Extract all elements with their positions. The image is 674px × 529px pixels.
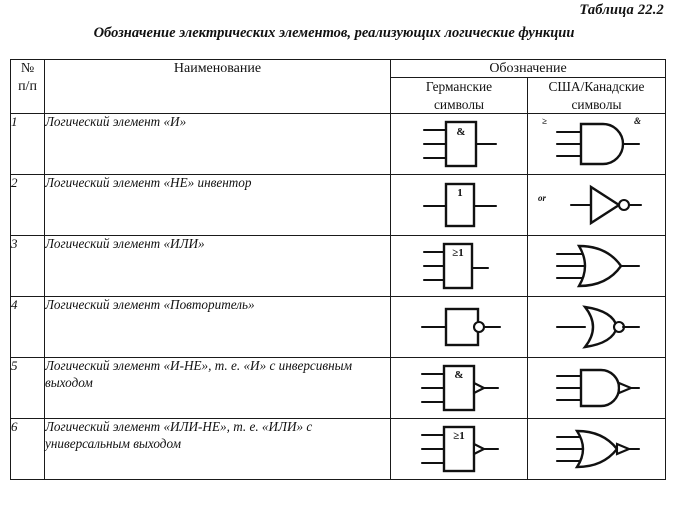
header-number-line1: № — [20, 61, 35, 76]
header-cell-number — [11, 60, 45, 114]
svg-text:≥1: ≥1 — [453, 429, 465, 442]
german-nand-box-ampersand-icon — [391, 358, 527, 418]
table-row — [11, 296, 666, 357]
row-number: 4 — [11, 296, 45, 357]
table-body — [11, 113, 666, 479]
table-row — [11, 235, 666, 296]
german-symbol-cell — [391, 174, 528, 235]
usa-note-right: & — [633, 115, 641, 126]
header-cell-symbol-group: Обозначение — [391, 60, 666, 78]
german-symbol-cell — [391, 357, 528, 418]
usa-not-gate-icon — [528, 175, 665, 235]
row-name: Логический элемент «ИЛИ» — [45, 235, 391, 296]
header-german-line2: символы — [433, 96, 484, 112]
table-row — [11, 174, 666, 235]
table-header-row-1 — [11, 60, 666, 78]
row-name: Логический элемент «И-НЕ», т. е. «И» с инверсивным выходом — [45, 357, 391, 418]
usa-nor-gate-icon — [528, 419, 665, 479]
logic-symbols-table — [10, 59, 666, 480]
row-number: 5 — [11, 357, 45, 418]
svg-text:&: & — [456, 125, 466, 138]
usa-note-left: ≥ — [542, 115, 547, 126]
usa-symbol-cell — [528, 235, 666, 296]
row-number: 3 — [11, 235, 45, 296]
table-caption: Обозначение электрических элементов, реализующих логические функции — [93, 25, 575, 41]
usa-symbol-cell — [528, 113, 666, 174]
usa-symbol-cell — [528, 357, 666, 418]
header-german-line1: Германские — [425, 79, 493, 95]
usa-and-gate-icon — [528, 114, 665, 174]
svg-text:&: & — [454, 368, 464, 381]
header-cell-german — [391, 78, 528, 114]
german-not-box-one-icon — [391, 175, 527, 235]
usa-or-gate-icon — [528, 236, 665, 296]
german-symbol-cell — [391, 235, 528, 296]
german-and-box-ampersand-icon — [391, 114, 527, 174]
row-name: Логический элемент «НЕ» инвентор — [45, 174, 391, 235]
usa-nand-gate-icon — [528, 358, 665, 418]
table-row — [11, 357, 666, 418]
german-symbol-cell — [391, 418, 528, 479]
row-number: 1 — [11, 113, 45, 174]
row-number: 6 — [11, 418, 45, 479]
row-number: 2 — [11, 174, 45, 235]
row-name: Логический элемент «ИЛИ-НЕ», т. е. «ИЛИ» с универсальным выходом — [45, 418, 391, 479]
header-number-line2: п/п — [18, 79, 37, 95]
row-name: Логический элемент «И» — [45, 113, 391, 174]
german-nor-box-ge1-icon — [391, 419, 527, 479]
german-symbol-cell — [391, 113, 528, 174]
header-usa-line2: символы — [571, 96, 622, 112]
table-row — [11, 418, 666, 479]
german-buffer-box-icon — [391, 297, 527, 357]
table-row — [11, 113, 666, 174]
header-cell-name: Наименование — [45, 60, 391, 114]
svg-text:≥1: ≥1 — [452, 246, 464, 259]
svg-text:1: 1 — [457, 186, 463, 199]
usa-symbol-cell — [528, 174, 666, 235]
table-number-label: Таблица 22.2 — [579, 2, 664, 18]
german-or-box-ge1-icon — [391, 236, 527, 296]
header-usa-line1: США/Канадские — [548, 79, 645, 95]
header-cell-usa — [528, 78, 666, 114]
german-symbol-cell — [391, 296, 528, 357]
usa-symbol-cell — [528, 296, 666, 357]
usa-buffer-gate-icon — [528, 297, 665, 357]
row-name: Логический элемент «Повторитель» — [45, 296, 391, 357]
usa-symbol-cell — [528, 418, 666, 479]
usa-note-left: or — [538, 192, 547, 203]
